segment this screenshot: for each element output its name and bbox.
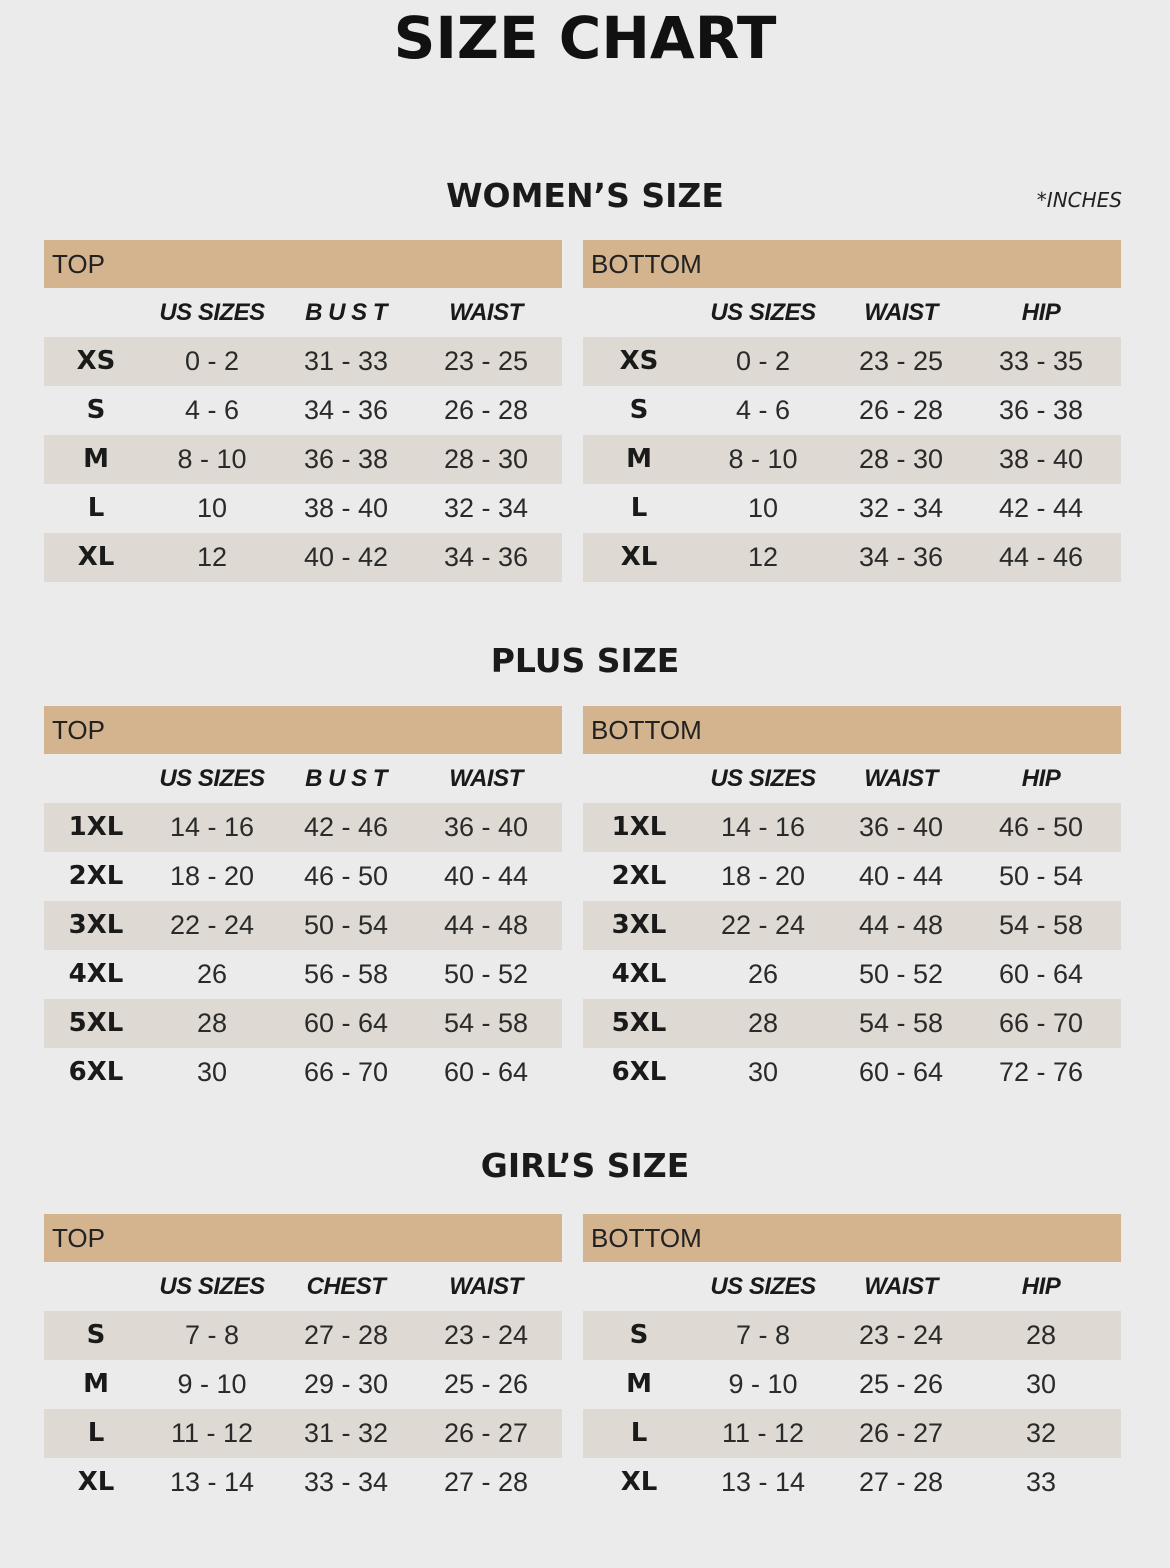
size-label: 3XL	[611, 910, 667, 940]
measurement-value: 50 - 54	[998, 861, 1084, 891]
size-label: XL	[620, 1467, 658, 1497]
size-label: M	[626, 1369, 652, 1399]
measurement-value: 23 - 24	[443, 1320, 529, 1350]
measurement-value: 33 - 34	[303, 1467, 389, 1497]
size-label: XS	[76, 346, 116, 376]
measurement-value: 33	[1025, 1467, 1057, 1497]
table-row	[583, 852, 1121, 901]
column-header-row	[44, 1262, 562, 1311]
size-label: 4XL	[611, 959, 667, 989]
size-label: 2XL	[68, 861, 124, 891]
measurement-value: 36 - 40	[858, 812, 944, 842]
measurement-value: 7 - 8	[735, 1320, 791, 1350]
measurement-value: 12	[196, 542, 228, 572]
column-header: WAIST	[864, 765, 938, 792]
table-header-band: BOTTOM	[583, 1214, 1121, 1262]
measurement-value: 25 - 26	[443, 1369, 529, 1399]
table-row	[44, 435, 562, 484]
table-row	[583, 1048, 1121, 1097]
measurement-value: 11 - 12	[170, 1418, 254, 1448]
bottom-size-table	[583, 1214, 1121, 1507]
measurement-value: 28	[747, 1008, 779, 1038]
measurement-value: 34 - 36	[858, 542, 944, 572]
table-row	[583, 484, 1121, 533]
table-row	[44, 999, 562, 1048]
measurement-value: 32 - 34	[858, 493, 944, 523]
table-row	[44, 950, 562, 999]
measurement-value: 27 - 28	[303, 1320, 389, 1350]
size-label: S	[86, 1320, 106, 1350]
measurement-value: 11 - 12	[721, 1418, 805, 1448]
column-header-row	[583, 754, 1121, 803]
measurement-value: 54 - 58	[998, 910, 1084, 940]
measurement-value: 66 - 70	[998, 1008, 1084, 1038]
table-header-band: TOP	[44, 1214, 562, 1262]
table-row	[583, 1409, 1121, 1458]
column-header-row	[583, 1262, 1121, 1311]
measurement-value: 0 - 2	[735, 346, 791, 376]
measurement-value: 26	[747, 959, 779, 989]
measurement-value: 44 - 48	[858, 910, 944, 940]
column-header: WAIST	[449, 1273, 523, 1300]
measurement-value: 32	[1025, 1418, 1057, 1448]
measurement-value: 60 - 64	[303, 1008, 389, 1038]
measurement-value: 36 - 38	[303, 444, 389, 474]
size-label: XL	[620, 542, 658, 572]
units-note: *INCHES	[1036, 188, 1122, 212]
measurement-value: 30	[1025, 1369, 1057, 1399]
size-label: S	[86, 395, 106, 425]
measurement-value: 29 - 30	[303, 1369, 389, 1399]
section-title: PLUS SIZE	[490, 641, 680, 680]
measurement-value: 34 - 36	[443, 542, 529, 572]
measurement-value: 66 - 70	[303, 1057, 389, 1087]
measurement-value: 12	[747, 542, 779, 572]
measurement-value: 18 - 20	[720, 861, 806, 891]
table-row	[44, 1458, 562, 1507]
size-label: 5XL	[68, 1008, 124, 1038]
measurement-value: 0 - 2	[184, 346, 240, 376]
table-row	[44, 1048, 562, 1097]
size-label: L	[630, 493, 648, 523]
measurement-value: 18 - 20	[169, 861, 255, 891]
size-label: 4XL	[68, 959, 124, 989]
table-row	[44, 852, 562, 901]
page-title: SIZE CHART	[393, 4, 777, 72]
table-row	[44, 386, 562, 435]
table-row	[44, 533, 562, 582]
measurement-value: 14 - 16	[720, 812, 806, 842]
measurement-value: 40 - 44	[858, 861, 944, 891]
bottom-size-table	[583, 706, 1121, 1097]
measurement-value: 26 - 27	[858, 1418, 944, 1448]
size-label: 1XL	[611, 812, 667, 842]
measurement-value: 9 - 10	[177, 1369, 247, 1399]
measurement-value: 22 - 24	[720, 910, 806, 940]
measurement-value: 42 - 44	[998, 493, 1084, 523]
measurement-value: 54 - 58	[858, 1008, 944, 1038]
size-label: XL	[77, 542, 115, 572]
measurement-value: 44 - 46	[998, 542, 1084, 572]
measurement-value: 4 - 6	[184, 395, 240, 425]
measurement-value: 36 - 40	[443, 812, 529, 842]
measurement-value: 26 - 28	[443, 395, 529, 425]
measurement-value: 60 - 64	[858, 1057, 944, 1087]
measurement-value: 54 - 58	[443, 1008, 529, 1038]
measurement-value: 46 - 50	[303, 861, 389, 891]
measurement-value: 31 - 32	[303, 1418, 389, 1448]
measurement-value: 13 - 14	[720, 1467, 806, 1497]
size-label: 3XL	[68, 910, 124, 940]
measurement-value: 50 - 52	[443, 959, 529, 989]
measurement-value: 26 - 28	[858, 395, 944, 425]
size-label: L	[87, 1418, 105, 1448]
table-header-band: BOTTOM	[583, 240, 1121, 288]
table-row	[583, 999, 1121, 1048]
table-header-band: TOP	[44, 706, 562, 754]
column-header: HIP	[1021, 299, 1061, 326]
measurement-value: 13 - 14	[169, 1467, 255, 1497]
top-size-table	[44, 240, 562, 582]
measurement-value: 7 - 8	[184, 1320, 240, 1350]
top-size-table	[44, 1214, 562, 1507]
column-header: US SIZES	[710, 299, 816, 326]
table-row	[583, 1311, 1121, 1360]
measurement-value: 72 - 76	[998, 1057, 1084, 1087]
measurement-value: 4 - 6	[735, 395, 791, 425]
column-header: HIP	[1021, 765, 1061, 792]
measurement-value: 40 - 42	[303, 542, 389, 572]
measurement-value: 42 - 46	[303, 812, 389, 842]
table-row	[583, 1458, 1121, 1507]
measurement-value: 28 - 30	[858, 444, 944, 474]
size-label: M	[83, 444, 109, 474]
size-label: 2XL	[611, 861, 667, 891]
size-label: M	[626, 444, 652, 474]
section-title: WOMEN’S SIZE	[446, 176, 724, 215]
table-row	[44, 901, 562, 950]
bottom-size-table	[583, 240, 1121, 582]
table-row	[583, 386, 1121, 435]
column-header: US SIZES	[159, 765, 265, 792]
measurement-value: 32 - 34	[443, 493, 529, 523]
measurement-value: 14 - 16	[169, 812, 255, 842]
measurement-value: 60 - 64	[998, 959, 1084, 989]
column-header-row	[44, 754, 562, 803]
measurement-value: 10	[747, 493, 779, 523]
measurement-value: 27 - 28	[443, 1467, 529, 1497]
measurement-value: 22 - 24	[169, 910, 255, 940]
measurement-value: 38 - 40	[303, 493, 389, 523]
table-row	[44, 484, 562, 533]
table-row	[583, 803, 1121, 852]
measurement-value: 23 - 25	[858, 346, 944, 376]
measurement-value: 26	[196, 959, 228, 989]
size-label: 1XL	[68, 812, 124, 842]
table-header-band: BOTTOM	[583, 706, 1121, 754]
size-label: 6XL	[68, 1057, 124, 1087]
column-header: US SIZES	[159, 1273, 265, 1300]
measurement-value: 26 - 27	[443, 1418, 529, 1448]
measurement-value: 40 - 44	[443, 861, 529, 891]
column-header: US SIZES	[159, 299, 265, 326]
size-label: XL	[77, 1467, 115, 1497]
measurement-value: 27 - 28	[858, 1467, 944, 1497]
column-header: US SIZES	[710, 1273, 816, 1300]
column-header: B U S T	[305, 765, 387, 792]
size-label: L	[630, 1418, 648, 1448]
measurement-value: 36 - 38	[998, 395, 1084, 425]
size-label: XS	[619, 346, 659, 376]
measurement-value: 30	[747, 1057, 779, 1087]
column-header: US SIZES	[710, 765, 816, 792]
column-header-row	[583, 288, 1121, 337]
measurement-value: 23 - 25	[443, 346, 529, 376]
measurement-value: 34 - 36	[303, 395, 389, 425]
measurement-value: 60 - 64	[443, 1057, 529, 1087]
table-row	[583, 1360, 1121, 1409]
column-header-row	[44, 288, 562, 337]
measurement-value: 28	[196, 1008, 228, 1038]
section-title: GIRL’S SIZE	[480, 1146, 690, 1185]
measurement-value: 10	[196, 493, 228, 523]
measurement-value: 38 - 40	[998, 444, 1084, 474]
table-row	[583, 337, 1121, 386]
measurement-value: 46 - 50	[998, 812, 1084, 842]
column-header: WAIST	[864, 299, 938, 326]
measurement-value: 31 - 33	[303, 346, 389, 376]
column-header: HIP	[1021, 1273, 1061, 1300]
size-label: S	[629, 1320, 649, 1350]
table-row	[583, 435, 1121, 484]
table-row	[44, 1360, 562, 1409]
measurement-value: 30	[196, 1057, 228, 1087]
table-row	[44, 803, 562, 852]
column-header: WAIST	[864, 1273, 938, 1300]
measurement-value: 50 - 54	[303, 910, 389, 940]
size-label: 6XL	[611, 1057, 667, 1087]
measurement-value: 23 - 24	[858, 1320, 944, 1350]
column-header: CHEST	[306, 1273, 386, 1300]
table-row	[583, 950, 1121, 999]
measurement-value: 50 - 52	[858, 959, 944, 989]
table-row	[583, 901, 1121, 950]
size-label: M	[83, 1369, 109, 1399]
table-row	[44, 1409, 562, 1458]
measurement-value: 8 - 10	[177, 444, 247, 474]
column-header: WAIST	[449, 299, 523, 326]
measurement-value: 44 - 48	[443, 910, 529, 940]
top-size-table	[44, 706, 562, 1097]
table-header-band: TOP	[44, 240, 562, 288]
table-row	[44, 1311, 562, 1360]
column-header: WAIST	[449, 765, 523, 792]
measurement-value: 8 - 10	[728, 444, 798, 474]
measurement-value: 25 - 26	[858, 1369, 944, 1399]
measurement-value: 33 - 35	[998, 346, 1084, 376]
measurement-value: 28 - 30	[443, 444, 529, 474]
size-label: S	[629, 395, 649, 425]
measurement-value: 56 - 58	[303, 959, 389, 989]
column-header: B U S T	[305, 299, 387, 326]
measurement-value: 9 - 10	[728, 1369, 798, 1399]
size-label: L	[87, 493, 105, 523]
table-row	[583, 533, 1121, 582]
table-row	[44, 337, 562, 386]
size-label: 5XL	[611, 1008, 667, 1038]
measurement-value: 28	[1025, 1320, 1057, 1350]
